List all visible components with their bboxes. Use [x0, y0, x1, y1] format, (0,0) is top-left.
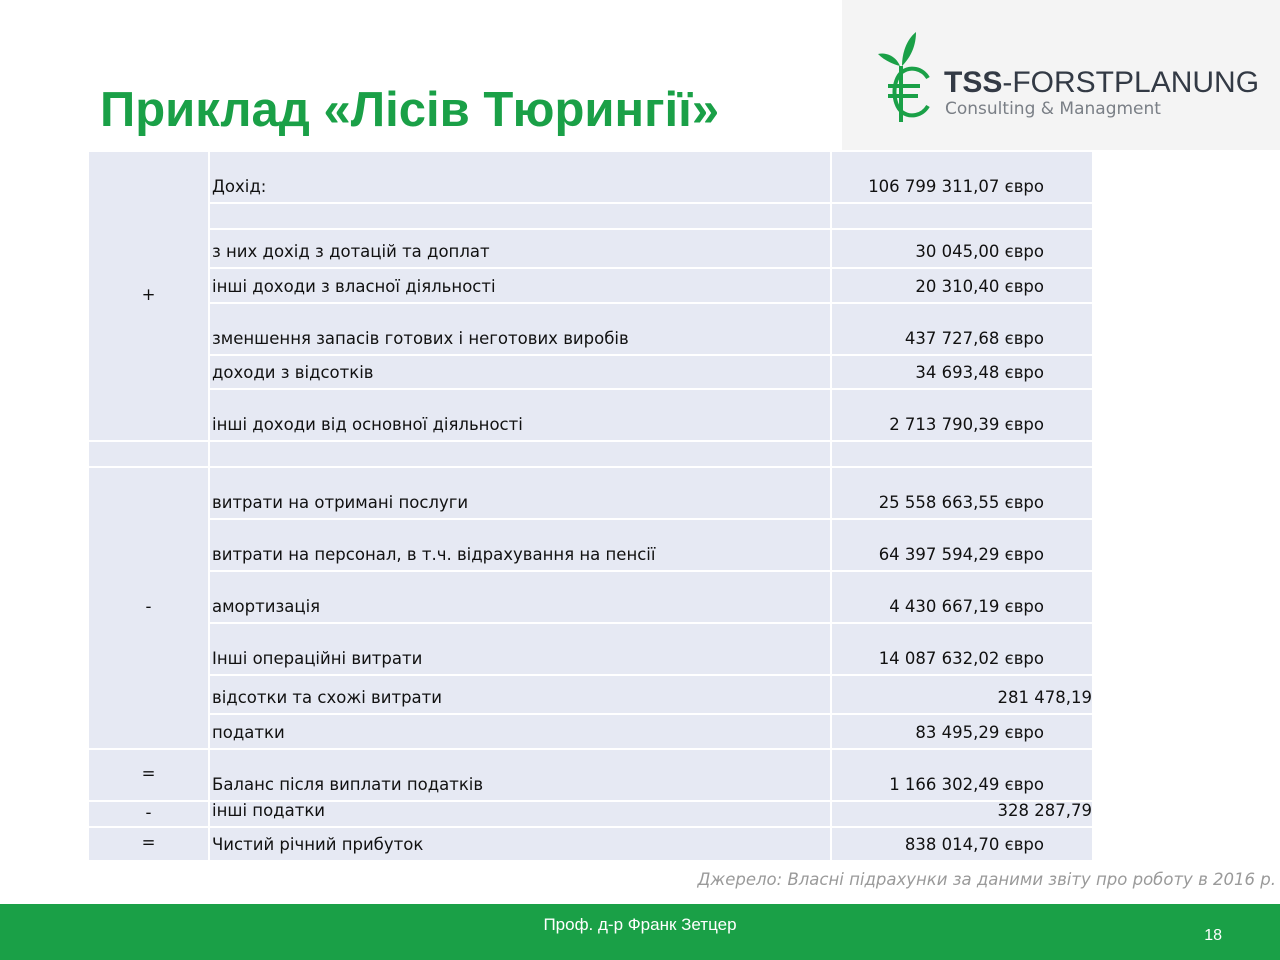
sign-cell: + [89, 152, 208, 440]
row-value-cell [832, 356, 1092, 388]
row-label-cell [210, 828, 830, 860]
row-value-cell [832, 520, 1092, 570]
row-value-cell [832, 828, 1092, 860]
row-label-cell [210, 390, 830, 440]
logo-name: TSS-FORSTPLANUNG [944, 66, 1260, 99]
row-value: 106 799 311,07 євро [868, 177, 1044, 196]
row-value: 30 045,00 євро [915, 242, 1044, 261]
row-label: інші доходи від основної діяльності [212, 415, 523, 434]
row-label-cell [210, 676, 830, 713]
row-label-cell [210, 750, 830, 800]
row-value-cell [832, 204, 1092, 228]
sign-cell: - [89, 802, 208, 826]
row-label-cell [210, 230, 830, 267]
row-label-cell [210, 520, 830, 570]
row-label: доходи з відсотків [212, 363, 374, 382]
row-value: 14 087 632,02 євро [878, 649, 1044, 668]
row-value: 281 478,19 [997, 688, 1092, 707]
row-label: податки [212, 723, 285, 742]
row-label: витрати на отримані послуги [212, 493, 469, 512]
row-value: 2 713 790,39 євро [889, 415, 1044, 434]
sign-cell: = [89, 750, 208, 800]
source-note: Джерело: Власні підрахунки за даними звіту про роботу в 2016 р. [697, 870, 1276, 889]
income-statement-table [89, 152, 1094, 862]
row-value-cell [832, 624, 1092, 674]
row-value-cell [832, 230, 1092, 267]
row-label: інші доходи з власної діяльності [212, 277, 496, 296]
row-value: 328 287,79 [997, 801, 1092, 820]
row-label: з них дохід з дотацій та доплат [212, 242, 490, 261]
row-label-cell [210, 802, 830, 826]
row-label-cell [210, 624, 830, 674]
row-label-cell [210, 269, 830, 302]
row-label: амортизація [212, 597, 321, 616]
row-value-cell [832, 715, 1092, 748]
row-value: 838 014,70 євро [904, 835, 1044, 854]
row-label-cell [210, 468, 830, 518]
row-value: 437 727,68 євро [904, 329, 1044, 348]
row-value: 64 397 594,29 євро [878, 545, 1044, 564]
sign-cell: - [89, 468, 208, 748]
slide-title: Приклад «Лісів Тюрингії» [100, 83, 720, 137]
row-label: відсотки та схожі витрати [212, 688, 443, 707]
row-label: Дохід: [212, 177, 267, 196]
row-value: 20 310,40 євро [915, 277, 1044, 296]
row-label-cell [210, 715, 830, 748]
sign-cell [89, 442, 208, 466]
euro-sprout-icon [872, 26, 942, 126]
row-value-cell [832, 802, 1092, 826]
logo-tagline: Consulting & Managment [945, 99, 1161, 119]
row-value-cell [832, 152, 1092, 202]
page-number: 18 [1204, 927, 1222, 944]
sign-cell: = [89, 828, 208, 860]
row-value-cell [832, 468, 1092, 518]
row-value: 25 558 663,55 євро [878, 493, 1044, 512]
row-label-cell [210, 152, 830, 202]
row-value-cell [832, 750, 1092, 800]
row-value-cell [832, 442, 1092, 466]
row-value: 83 495,29 євро [915, 723, 1044, 742]
row-label: Інші операційні витрати [212, 649, 423, 668]
row-value-cell [832, 676, 1092, 713]
row-value-cell [832, 572, 1092, 622]
footer-bar [0, 904, 1280, 960]
row-value: 4 430 667,19 євро [889, 597, 1044, 616]
row-label: Баланс після виплати податків [212, 775, 484, 794]
row-label-cell [210, 572, 830, 622]
row-value: 1 166 302,49 євро [889, 775, 1044, 794]
row-label-cell [210, 204, 830, 228]
company-logo [842, 0, 1280, 150]
row-value-cell [832, 304, 1092, 354]
row-label: витрати на персонал, в т.ч. відрахування на пенсії [212, 545, 656, 564]
row-value: 34 693,48 євро [915, 363, 1044, 382]
row-label-cell [210, 356, 830, 388]
row-value-cell [832, 390, 1092, 440]
row-value-cell [832, 269, 1092, 302]
row-label: інші податки [212, 801, 326, 820]
row-label: Чистий річний прибуток [212, 835, 424, 854]
row-label-cell [210, 304, 830, 354]
presenter-name: Проф. д-р Франк Зетцер [543, 915, 737, 934]
row-label-cell [210, 442, 830, 466]
row-label: зменшення запасів готових і неготових виробів [212, 329, 629, 348]
